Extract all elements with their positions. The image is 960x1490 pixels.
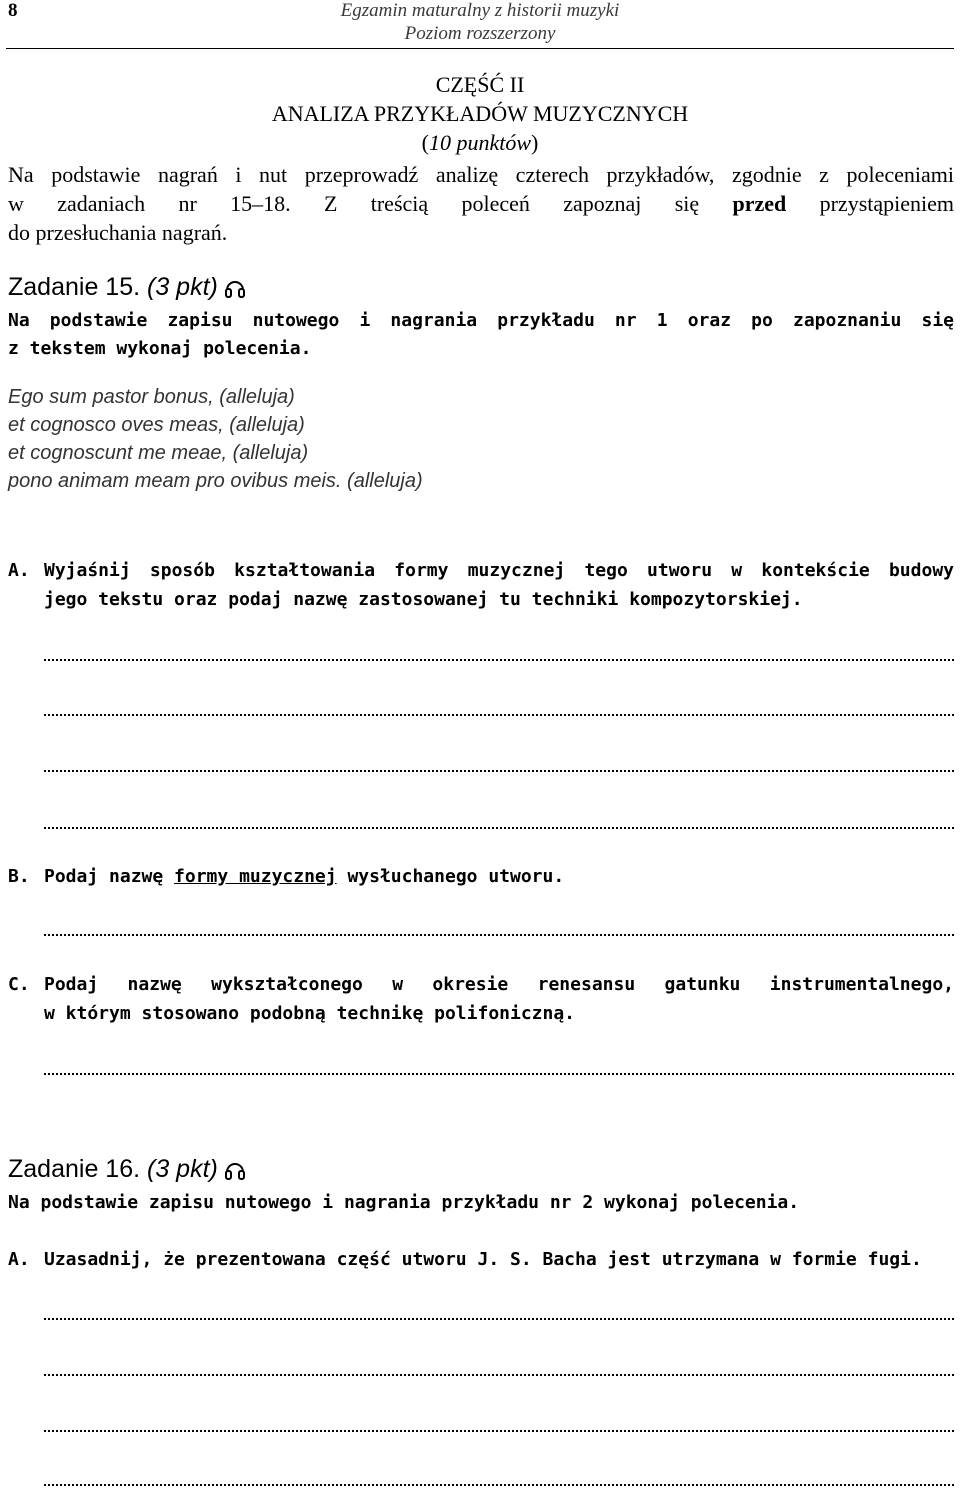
headphones-icon <box>224 1158 246 1187</box>
task-15-b-text-before: Podaj nazwę <box>44 866 175 887</box>
answer-line[interactable] <box>44 1374 954 1376</box>
intro-line-2 <box>8 189 954 218</box>
header-divider <box>6 48 954 49</box>
header-subtitle: Poziom rozszerzony <box>404 23 556 44</box>
answer-line[interactable] <box>44 827 954 829</box>
subtask-letter: C. <box>8 974 30 995</box>
task-15-instruction-2: z tekstem wykonaj polecenia. <box>8 338 312 359</box>
latin-text <box>8 383 423 495</box>
headphones-icon <box>224 276 246 305</box>
task-15-points: (3 pkt) <box>147 273 218 301</box>
task-16-points: (3 pkt) <box>147 1155 218 1183</box>
task-15-c <box>8 970 954 1030</box>
answer-line[interactable] <box>44 934 954 936</box>
page-number: 8 <box>8 0 18 21</box>
task-15-instruction-1: Na podstawie zapisu nutowego i nagrania przykładu nr 1 oraz po zapoznaniu się <box>8 310 954 331</box>
intro-text-after: przystąpieniem <box>786 191 954 216</box>
intro-line-3: do przesłuchania nagrań. <box>8 220 228 245</box>
points-close: ) <box>531 130 539 155</box>
intro-text-before: w zadaniach nr 15–18. Z treścią poleceń zapoznaj się <box>8 191 733 216</box>
subtask-letter: A. <box>8 560 30 581</box>
latin-line: Ego sum pastor bonus, (alleluja) <box>8 386 295 408</box>
part-title: CZĘŚĆ II <box>435 72 525 97</box>
task-15-a-line-1: Wyjaśnij sposób kształtowania formy muzycznej tego utworu w kontekście budowy <box>44 560 954 581</box>
task-15-b-text-after: wysłuchanego utworu. <box>336 866 565 887</box>
task-16-instruction: Na podstawie zapisu nutowego i nagrania przykładu nr 2 wykonaj polecenia. <box>8 1192 800 1213</box>
latin-line: pono animam meam pro ovibus meis. (alleluja) <box>8 470 423 492</box>
answer-line[interactable] <box>44 1318 954 1320</box>
task-15-c-line-1: Podaj nazwę wykształconego w okresie renesansu gatunku instrumentalnego, <box>44 974 954 995</box>
answer-line[interactable] <box>44 1430 954 1432</box>
task-15-b-underlined: formy muzycznej <box>174 866 337 887</box>
task-15-c-line-2: w którym stosowano podobną technikę polifoniczną. <box>44 1003 576 1024</box>
task-16-a-text: Uzasadnij, że prezentowana część utworu J. S. Bacha jest utrzymana w formie fugi. <box>44 1249 922 1270</box>
answer-line[interactable] <box>44 770 954 772</box>
task-15-b <box>8 862 954 892</box>
answer-line[interactable] <box>44 1484 954 1486</box>
task-15-heading <box>8 273 246 305</box>
task-15-a <box>8 556 954 616</box>
task-15-a-line-2: jego tekstu oraz podaj nazwę zastosowanej tu techniki kompozytorskiej. <box>44 589 803 610</box>
points-open: ( <box>421 130 429 155</box>
latin-line: et cognoscunt me meae, (alleluja) <box>8 442 309 464</box>
header-title: Egzamin maturalny z historii muzyki <box>340 0 620 21</box>
answer-line[interactable] <box>44 1073 954 1075</box>
part-subtitle: ANALIZA PRZYKŁADÓW MUZYCZNYCH <box>271 101 689 126</box>
task-16-title: Zadanie 16. <box>8 1155 147 1183</box>
task-15-title: Zadanie 15. <box>8 273 147 301</box>
subtask-letter: A. <box>8 1249 30 1270</box>
task-16-a <box>8 1245 954 1275</box>
part-points <box>0 130 960 156</box>
latin-line: et cognosco oves meas, (alleluja) <box>8 414 305 436</box>
answer-line[interactable] <box>44 659 954 661</box>
answer-line[interactable] <box>44 714 954 716</box>
subtask-letter: B. <box>8 866 30 887</box>
task-16-heading <box>8 1155 246 1187</box>
points-value: 10 punktów <box>428 130 532 155</box>
intro-line-1: Na podstawie nagrań i nut przeprowadź analizę czterech przykładów, zgodnie z poleceniami <box>8 162 954 187</box>
intro-emphasis: przed <box>732 191 787 216</box>
